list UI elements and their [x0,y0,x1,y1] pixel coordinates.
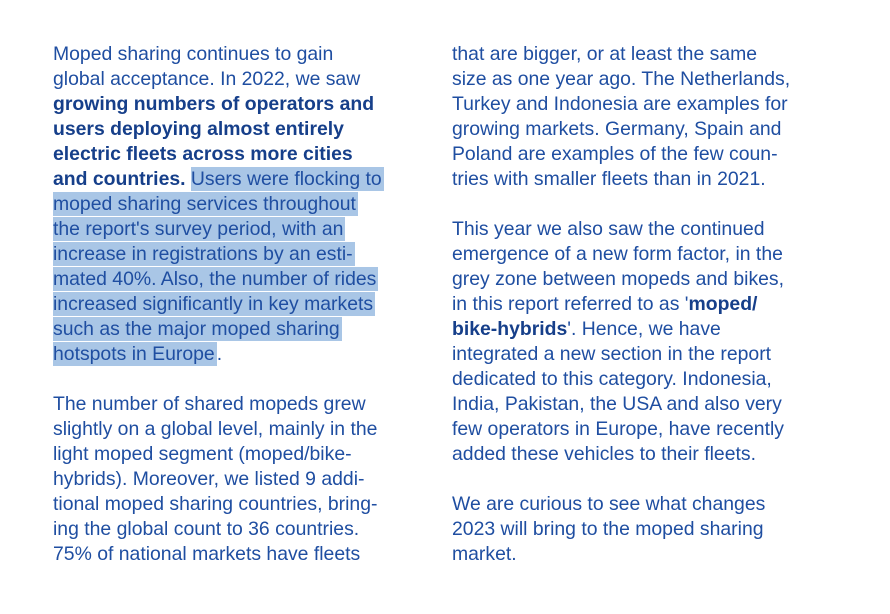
paragraph-gap [452,467,832,492]
text-line: India, Pakistan, the USA and also very [452,393,782,415]
text-fragment: '. Hence, we have [567,318,721,340]
selected-text[interactable]: increase in registrations by an esti- [53,243,353,265]
text-line [53,217,418,242]
text-line: emergence of a new form factor, in the [452,243,783,265]
text-line: global acceptance. In 2022, we saw [53,68,361,90]
bold-text: growing numbers of operators and [53,93,375,115]
bold-text: users deploying almost entirely [53,118,344,140]
text-line: that are bigger, or at least the same [452,43,758,65]
text-line [53,242,418,267]
bold-text: bike-hybrids [452,318,568,340]
selected-text[interactable]: Users were flocking to [190,168,382,190]
text-line [53,192,418,217]
text-line: slightly on a global level, mainly in the [53,418,378,440]
selected-text[interactable]: increased significantly in key markets [53,293,374,315]
text-line: ing the global count to 36 countries. [53,518,360,540]
text-line: This year we also saw the continued [452,218,765,240]
bold-text: moped/ [688,293,758,315]
text-line [452,292,832,317]
text-line: 75% of national markets have fleets [53,543,361,565]
text-line: tries with smaller fleets than in 2021. [452,168,766,190]
selected-text[interactable]: the report's survey period, with an [53,218,344,240]
text-line: market. [452,543,517,565]
text-line: 2023 will bring to the moped sharing [452,518,764,540]
text-line [53,317,418,342]
text-line: tional moped sharing countries, bring- [53,493,378,515]
text-line: Moped sharing continues to gain [53,43,334,65]
text-line: The number of shared mopeds grew [53,393,366,415]
text-line: added these vehicles to their fleets. [452,443,756,465]
selected-text[interactable]: such as the major moped sharing [53,318,340,340]
selected-text[interactable]: hotspots in Europe [53,343,215,365]
text-line: grey zone between mopeds and bikes, [452,268,785,290]
text-fragment: . [216,343,223,365]
text-line: size as one year ago. The Netherlands, [452,68,791,90]
text-line: hybrids). Moreover, we listed 9 addi- [53,468,365,490]
bold-text: and countries. [53,168,186,190]
text-line: few operators in Europe, have recently [452,418,784,440]
selected-text[interactable]: mated 40%. Also, the number of rides [53,268,377,290]
text-line [53,142,418,167]
text-line: Poland are examples of the few coun- [452,143,778,165]
text-line: growing markets. Germany, Spain and [452,118,782,140]
text-line [53,117,418,142]
text-line: integrated a new section in the report [452,343,772,365]
text-line [53,267,418,292]
selected-text[interactable]: moped sharing services throughout [53,193,356,215]
text-line: Turkey and Indonesia are examples for [452,93,788,115]
text-line [53,92,418,117]
text-line [53,342,418,367]
left-column [53,42,418,567]
text-line: We are curious to see what changes [452,493,766,515]
text-line [452,317,832,342]
paragraph-gap [452,192,832,217]
paragraph-gap [53,367,418,392]
text-line [53,292,418,317]
bold-text: electric fleets across more cities [53,143,353,165]
text-line: light moped segment (moped/bike- [53,443,352,465]
text-line [53,167,418,192]
text-line: dedicated to this category. Indonesia, [452,368,772,390]
text-fragment: in this report referred to as ' [452,293,689,315]
right-column [452,42,832,567]
